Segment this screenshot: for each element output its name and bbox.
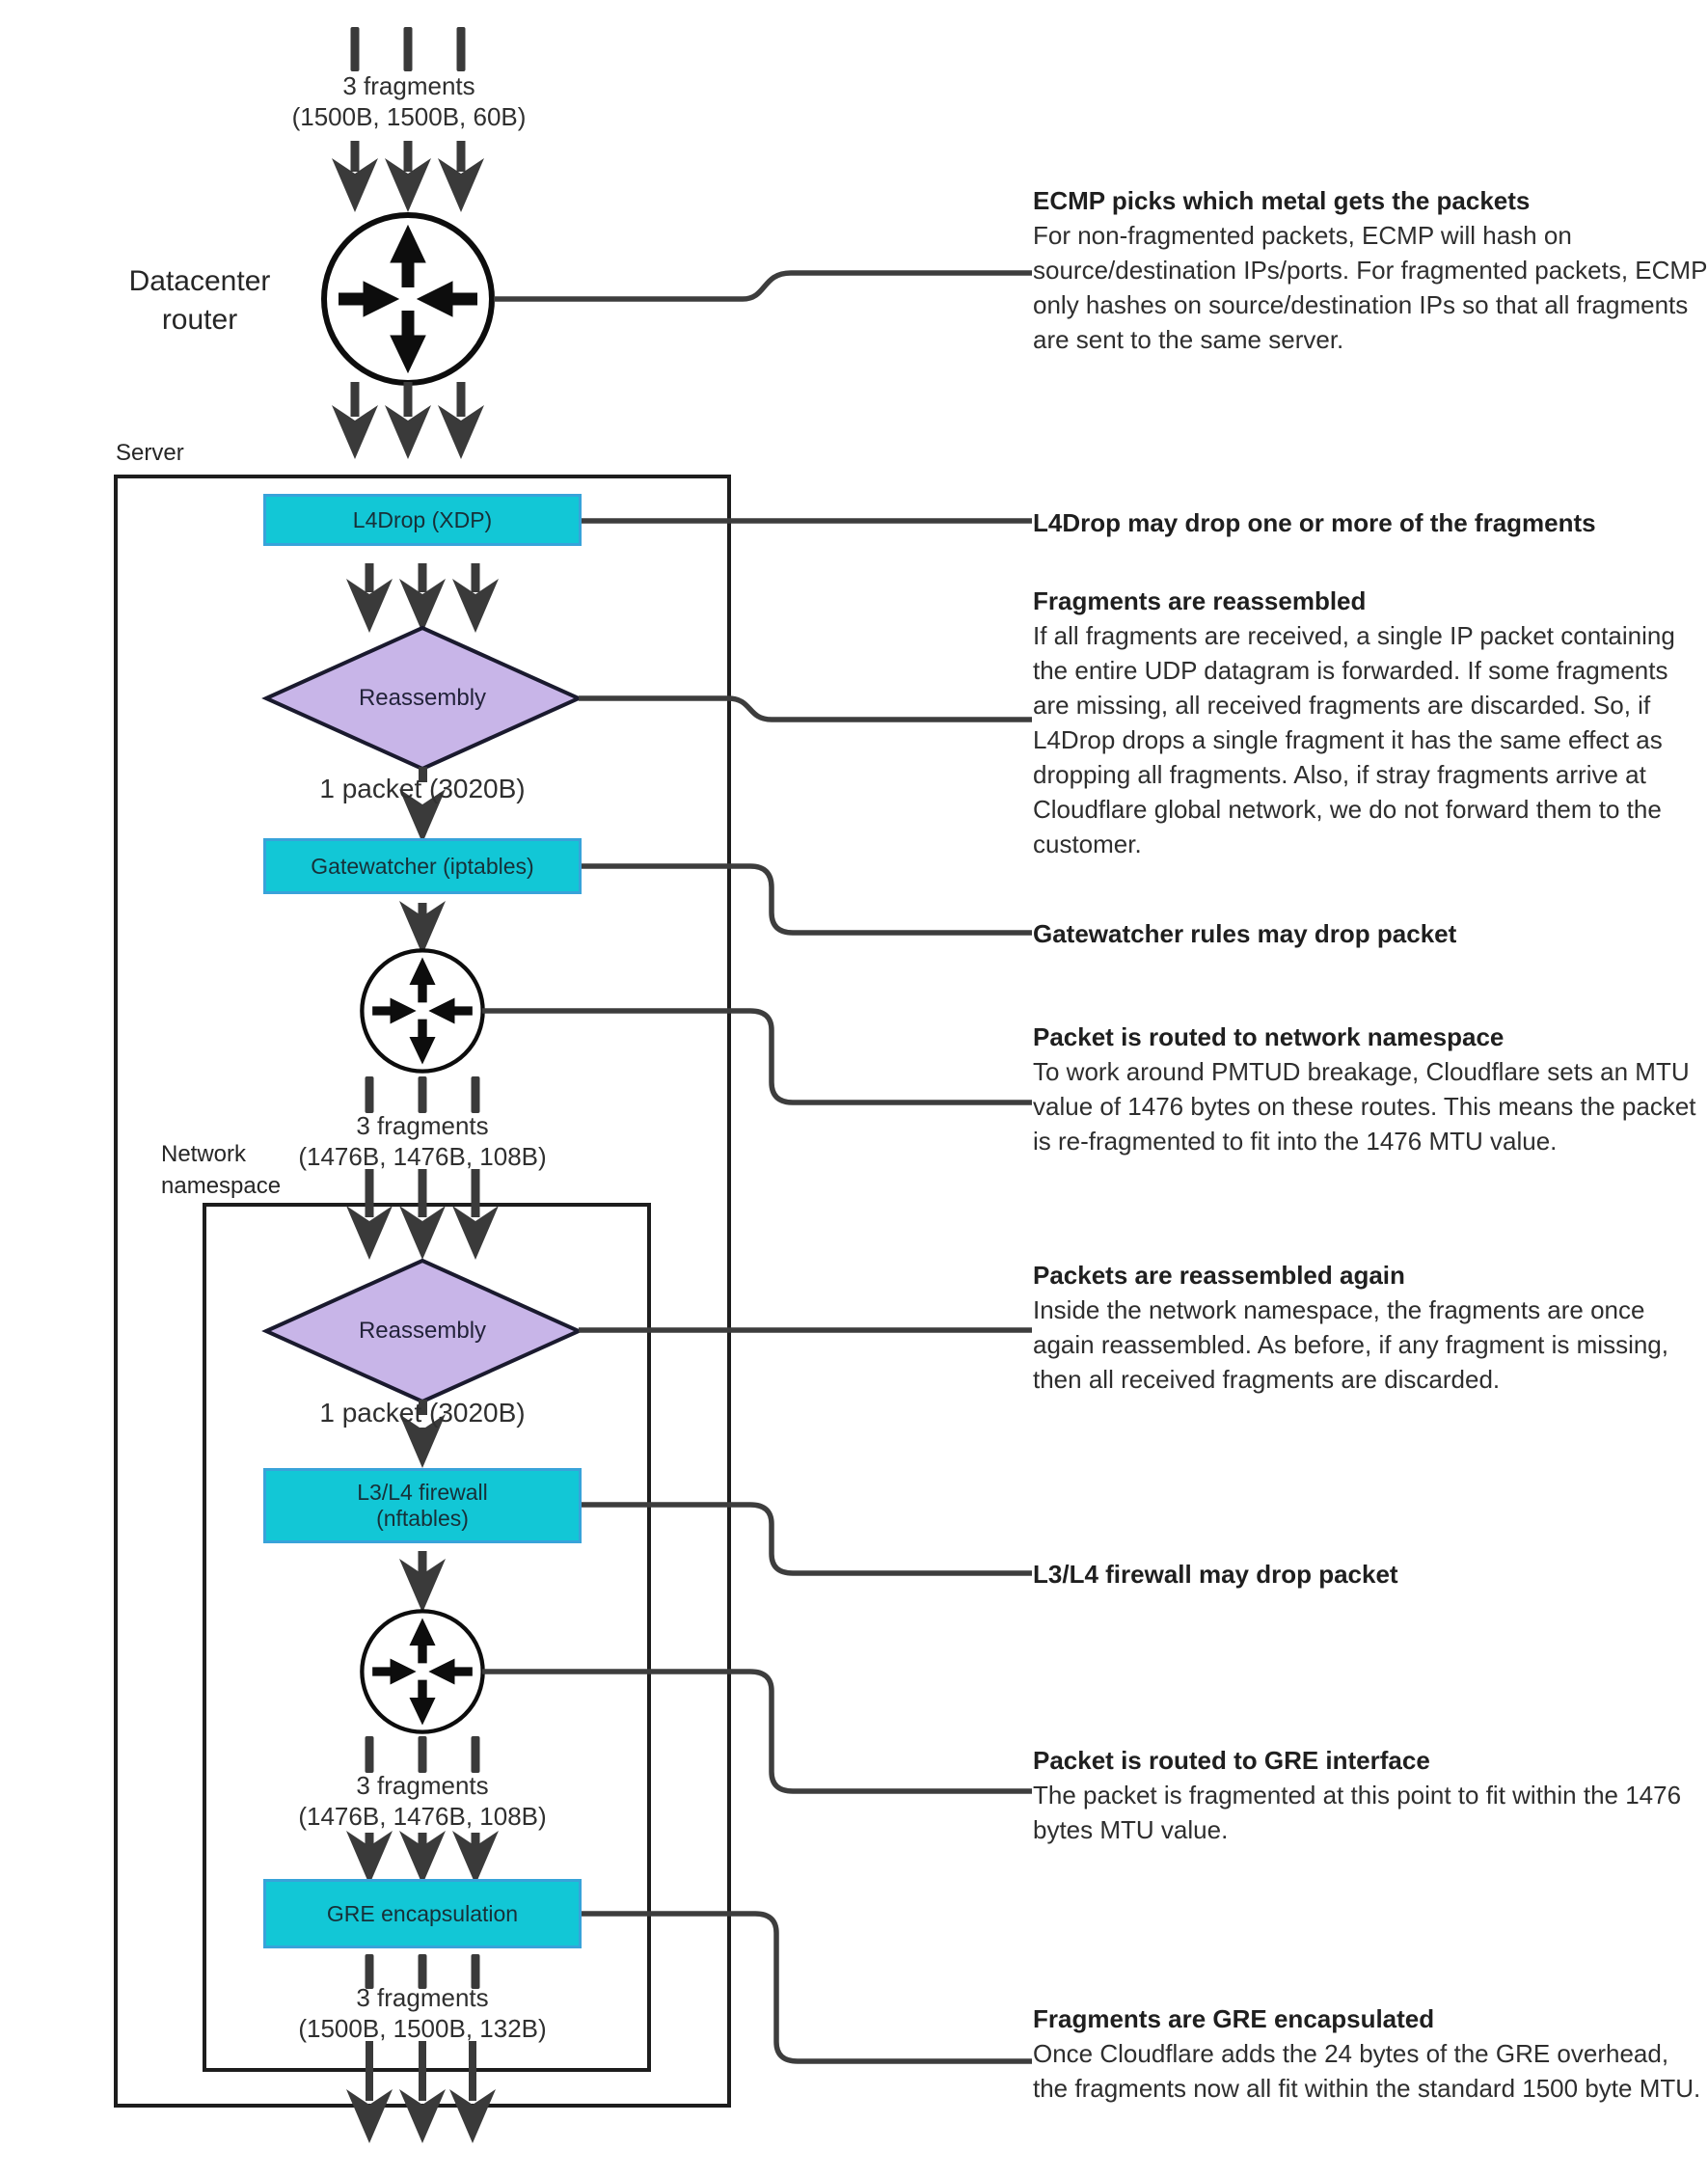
annotation-gre-encapsulated — [1033, 2001, 1708, 2106]
fragments4-label: 3 fragments — [356, 1983, 489, 2012]
reassembly2-label: Reassembly — [358, 1318, 487, 1344]
annotation-firewall — [1033, 1557, 1708, 1592]
annotation-l4drop — [1033, 505, 1708, 540]
fragments4-sizes: (1500B, 1500B, 132B) — [298, 2014, 547, 2043]
connector-firewall — [582, 1505, 1032, 1573]
annotation-body: The packet is fragmented at this point to fit within the 1476 bytes MTU value. — [1033, 1781, 1682, 1844]
connector-ecmp — [494, 273, 1032, 299]
router-icon — [362, 950, 482, 1071]
annotation-title: ECMP picks which metal gets the packets — [1033, 186, 1531, 215]
gatewatcher-node — [263, 838, 582, 894]
fragment-dashes-top — [351, 27, 466, 71]
annotation-title: L4Drop may drop one or more of the fragments — [1033, 508, 1596, 537]
annotation-title: Fragments are reassembled — [1033, 586, 1367, 615]
annotation-gre-interface — [1033, 1743, 1708, 1847]
connector-gre-encap — [582, 1914, 1032, 2061]
top-fragments-label: 3 fragments — [342, 71, 475, 100]
connector-gatewatcher — [582, 866, 1032, 933]
annotation-title: Packet is routed to GRE interface — [1033, 1746, 1430, 1775]
fragments2-sizes: (1476B, 1476B, 108B) — [298, 1142, 547, 1171]
top-fragments-sizes: (1500B, 1500B, 60B) — [291, 102, 527, 131]
annotation-reassembled-again — [1033, 1258, 1708, 1397]
l4drop-label: L4Drop (XDP) — [352, 506, 493, 532]
gatewatcher-label: Gatewatcher (iptables) — [311, 853, 534, 879]
fragments3-sizes: (1476B, 1476B, 108B) — [298, 1802, 547, 1831]
gre-node — [263, 1879, 582, 1948]
arrows-into-namespace — [369, 1169, 475, 1217]
annotation-title: Gatewatcher rules may drop packet — [1033, 919, 1457, 948]
reassembly1-label: Reassembly — [358, 685, 487, 711]
fragment-dashes-2 — [366, 1076, 480, 1113]
packet2-label: 1 packet (3020B) — [319, 1398, 526, 1428]
fragments2-label: 3 fragments — [356, 1111, 489, 1140]
annotation-body: If all fragments are received, a single IP packet containing the entire UDP datagram is forwarded. If some fragments are missing, all received fragments are discarded. So, if L4Drop drops a single fragment it has the same effect as dropping all fragments. Also, if stray fragments arrive at Cloudflare global network, we do not forward them to the customer. — [1033, 621, 1675, 858]
annotation-body: To work around PMTUD breakage, Cloudflare sets an MTU value of 1476 bytes on these routes. This means the packet is re-fragmented to fit into the 1476 MTU value. — [1033, 1057, 1696, 1156]
gre-label: GRE encapsulation — [326, 1900, 519, 1926]
packet1-label: 1 packet (3020B) — [319, 774, 526, 803]
annotation-title: Packets are reassembled again — [1033, 1261, 1405, 1290]
connector-gre-interface — [482, 1672, 1032, 1791]
annotation-route-namespace — [1033, 1020, 1708, 1158]
exit-arrows — [369, 2041, 473, 2101]
annotation-gatewatcher — [1033, 916, 1708, 951]
network-namespace-label: Network namespace — [161, 1141, 282, 1199]
annotation-ecmp — [1033, 183, 1708, 357]
annotation-body: For non-fragmented packets, ECMP will hash on source/destination IPs/ports. For fragmented packets, ECMP only hashes on source/destination IPs so that all fragments are sent to the same server. — [1033, 221, 1707, 354]
l4drop-node — [263, 494, 582, 546]
connector-route-namespace — [482, 1011, 1032, 1102]
annotation-body: Once Cloudflare adds the 24 bytes of the GRE overhead, the fragments now all fit within the standard 1500 byte MTU. — [1033, 2039, 1701, 2103]
annotation-title: Fragments are GRE encapsulated — [1033, 2004, 1435, 2033]
datacenter-router-label: Datacenter router — [128, 265, 271, 336]
firewall-label-line1: L3/L4 firewall — [357, 1480, 488, 1505]
server-label: Server — [116, 440, 184, 466]
connector-reassembly1 — [579, 698, 1032, 720]
firewall-label-line2: (nftables) — [376, 1506, 469, 1531]
fragment-dashes-3 — [366, 1736, 480, 1773]
firewall-node — [263, 1468, 582, 1543]
router-icon — [324, 215, 492, 383]
fragments3-label: 3 fragments — [356, 1771, 489, 1800]
annotation-title: Packet is routed to network namespace — [1033, 1022, 1505, 1051]
router-icon — [362, 1611, 482, 1731]
annotation-reassembled — [1033, 584, 1708, 861]
annotation-body: Inside the network namespace, the fragments are once again reassembled. As before, if any fragment is missing, then all received fragments are discarded. — [1033, 1295, 1668, 1394]
annotation-title: L3/L4 firewall may drop packet — [1033, 1560, 1398, 1589]
